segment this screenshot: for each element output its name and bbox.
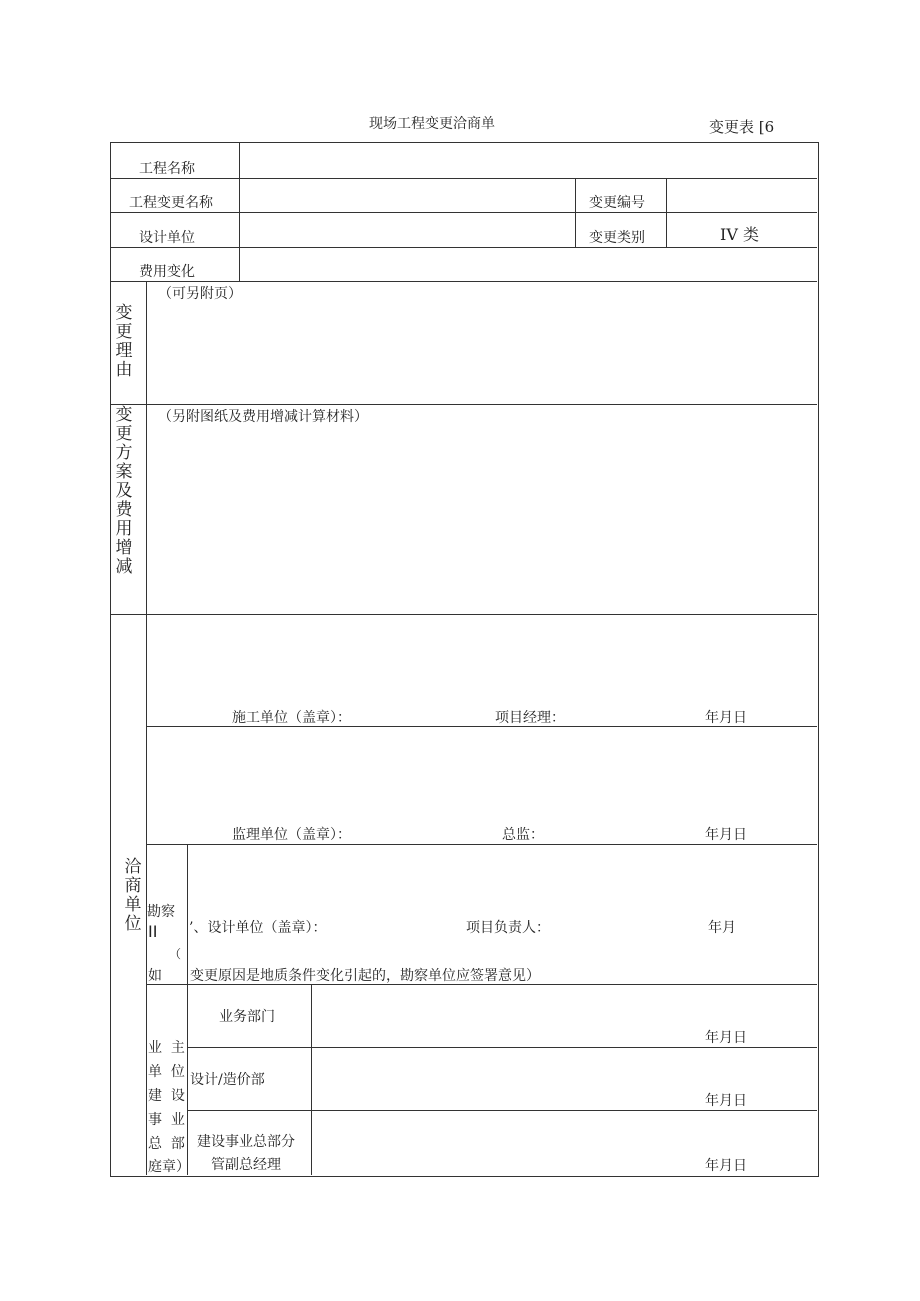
row-divider [110, 404, 817, 405]
change-plan-hint: （另附图纸及费用增减计算材料） [158, 409, 368, 425]
design-cost-dept-label: 设计/造价部 [190, 1072, 265, 1088]
row-divider [110, 178, 817, 179]
deputy-gm-label-line1: 建设事业总部分 [197, 1134, 295, 1150]
row-divider [110, 614, 817, 615]
design-cost-dept-date: 年月日 [705, 1093, 747, 1109]
business-dept-date: 年月日 [705, 1030, 747, 1046]
supervisor-chief-label: 总监： [502, 827, 544, 843]
row-divider [110, 281, 817, 282]
owner-side-line: 业 主 [148, 1040, 185, 1056]
change-reason-label: 变更理由 [115, 303, 133, 380]
row-divider [146, 984, 817, 985]
survey-side-text: 勘察 [147, 904, 175, 920]
contractor-manager-label: 项目经理： [495, 710, 565, 726]
row-divider [110, 247, 817, 248]
cost-change-field[interactable] [250, 260, 810, 278]
change-reason-field[interactable] [150, 305, 810, 400]
survey-design-unit-label: ’、设计单位（盖章）： [189, 920, 327, 936]
design-unit-label: 设计单位 [139, 230, 195, 246]
row-divider [110, 212, 817, 213]
change-number-label: 变更编号 [589, 195, 645, 211]
business-dept-label: 业务部门 [219, 1009, 275, 1025]
row-divider [187, 1047, 817, 1048]
owner-side-line: 建 设 [148, 1088, 185, 1104]
contractor-date: 年月日 [705, 710, 747, 726]
owner-side-line: 事 业 [148, 1112, 185, 1128]
survey-note: 变更原因是地质条件变化引起的，勘察单位应签署意见） [190, 968, 540, 984]
survey-side-if: 如 [148, 968, 162, 984]
deputy-gm-label-line2: 管副总经理 [211, 1157, 281, 1173]
change-plan-label: 变更方案及费用增减 [115, 405, 133, 577]
change-name-field[interactable] [250, 192, 560, 210]
change-plan-field[interactable] [150, 430, 810, 610]
owner-side-line: 单 位 [148, 1064, 185, 1080]
owner-side-line: 总 部 [148, 1136, 185, 1152]
col-divider [239, 142, 240, 281]
change-number-field[interactable] [675, 192, 810, 210]
negotiation-units-label: 洽商单位 [124, 857, 142, 934]
change-reason-hint: （可另附页） [158, 286, 242, 302]
col-divider [575, 178, 576, 247]
project-name-field[interactable] [250, 159, 810, 177]
change-category-value[interactable]: IV 类 [720, 225, 759, 244]
form-title: 现场工程变更洽商单 [369, 116, 495, 132]
survey-date: 年月 [708, 920, 736, 936]
survey-project-lead-label: 项目负责人： [466, 920, 550, 936]
col-divider [187, 844, 188, 1175]
project-name-label: 工程名称 [139, 161, 195, 177]
design-unit-field[interactable] [250, 227, 560, 245]
row-divider [146, 726, 817, 727]
deputy-gm-date: 年月日 [705, 1158, 747, 1174]
col-divider [311, 984, 312, 1175]
survey-side-paren: （ [169, 947, 182, 961]
form-number: 变更表 [6 [709, 118, 775, 136]
col-divider [146, 281, 147, 1175]
supervisor-unit-label: 监理单位（盖章）： [232, 827, 351, 843]
cost-change-label: 费用变化 [139, 264, 195, 280]
row-divider [187, 1110, 817, 1111]
row-divider [146, 844, 817, 845]
survey-side-mark: II [148, 922, 158, 941]
contractor-unit-label: 施工单位（盖章）： [232, 710, 351, 726]
change-name-label: 工程变更名称 [129, 195, 213, 211]
col-divider [666, 178, 667, 247]
supervisor-date: 年月日 [705, 827, 747, 843]
owner-side-line: 庭章） [148, 1159, 190, 1175]
change-category-label: 变更类别 [589, 230, 645, 246]
